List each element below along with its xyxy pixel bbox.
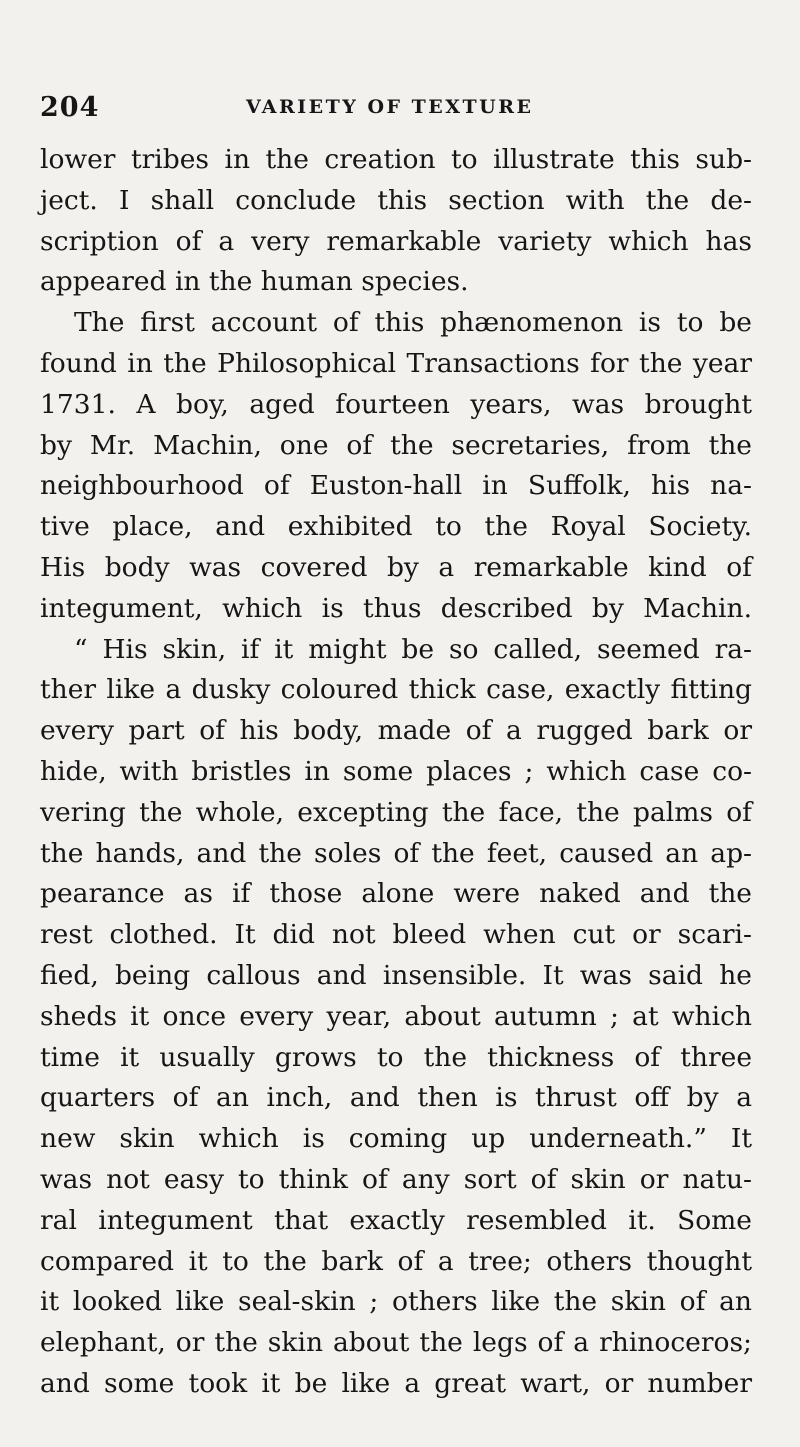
text-line: and some took it be like a great wart, or number (40, 1367, 752, 1399)
text-line: elephant, or the skin about the legs of a rhinoceros; (40, 1327, 752, 1359)
text-line: ther like a dusky coloured thick case, exactly fitting (40, 674, 752, 706)
text-line: by Mr. Machin, one of the secretaries, from the (40, 429, 752, 461)
text-line: ral integument that exactly resembled it. Some (40, 1204, 752, 1236)
page-header (40, 92, 752, 136)
text-line: compared it to the bark of a tree; others thought (40, 1245, 752, 1277)
text-line: integument, which is thus described by Machin. (40, 592, 752, 624)
text-line: fied, being callous and insensible. It was said he (40, 959, 752, 991)
text-line: hide, with bristles in some places ; which case co- (40, 755, 752, 787)
text-line: new skin which is coming up underneath.” It (40, 1123, 752, 1155)
text-line: found in the Philosophical Transactions for the year (40, 347, 752, 379)
text-line: vering the whole, excepting the face, the palms of (40, 796, 752, 828)
text-line: appeared in the human species. (40, 266, 469, 298)
text-line: tive place, and exhibited to the Royal Society. (40, 511, 752, 543)
running-head: VARIETY OF TEXTURE (246, 96, 534, 118)
text-line: rest clothed. It did not bleed when cut or scari- (40, 919, 752, 951)
text-line: lower tribes in the creation to illustrate this sub- (40, 144, 752, 175)
text-line: His body was covered by a remarkable kind of (40, 551, 752, 583)
text-line: The first account of this phænomenon is to be (74, 307, 752, 339)
text-line: ject. I shall conclude this section with the de- (40, 184, 752, 216)
text-line: scription of a very remarkable variety which has (40, 225, 752, 257)
text-line: “ His skin, if it might be so called, seemed ra- (74, 633, 752, 665)
text-line: it looked like seal-skin ; others like the skin of an (40, 1286, 752, 1318)
text-line: neighbourhood of Euston-hall in Suffolk, his na- (40, 470, 752, 502)
text-line: 1731. A boy, aged fourteen years, was brought (40, 388, 752, 420)
text-line: was not easy to think of any sort of skin or natu- (40, 1163, 752, 1195)
text-line: the hands, and the soles of the feet, caused an ap- (40, 837, 752, 869)
text-line: pearance as if those alone were naked and the (40, 878, 752, 910)
text-line: every part of his body, made of a rugged bark or (40, 715, 752, 747)
body-text (40, 140, 752, 1405)
page-number: 204 (40, 92, 100, 123)
text-line: time it usually grows to the thickness of three (40, 1041, 752, 1073)
text-line: sheds it once every year, about autumn ; at which (40, 1000, 752, 1032)
text-line: quarters of an inch, and then is thrust off by a (40, 1082, 752, 1114)
